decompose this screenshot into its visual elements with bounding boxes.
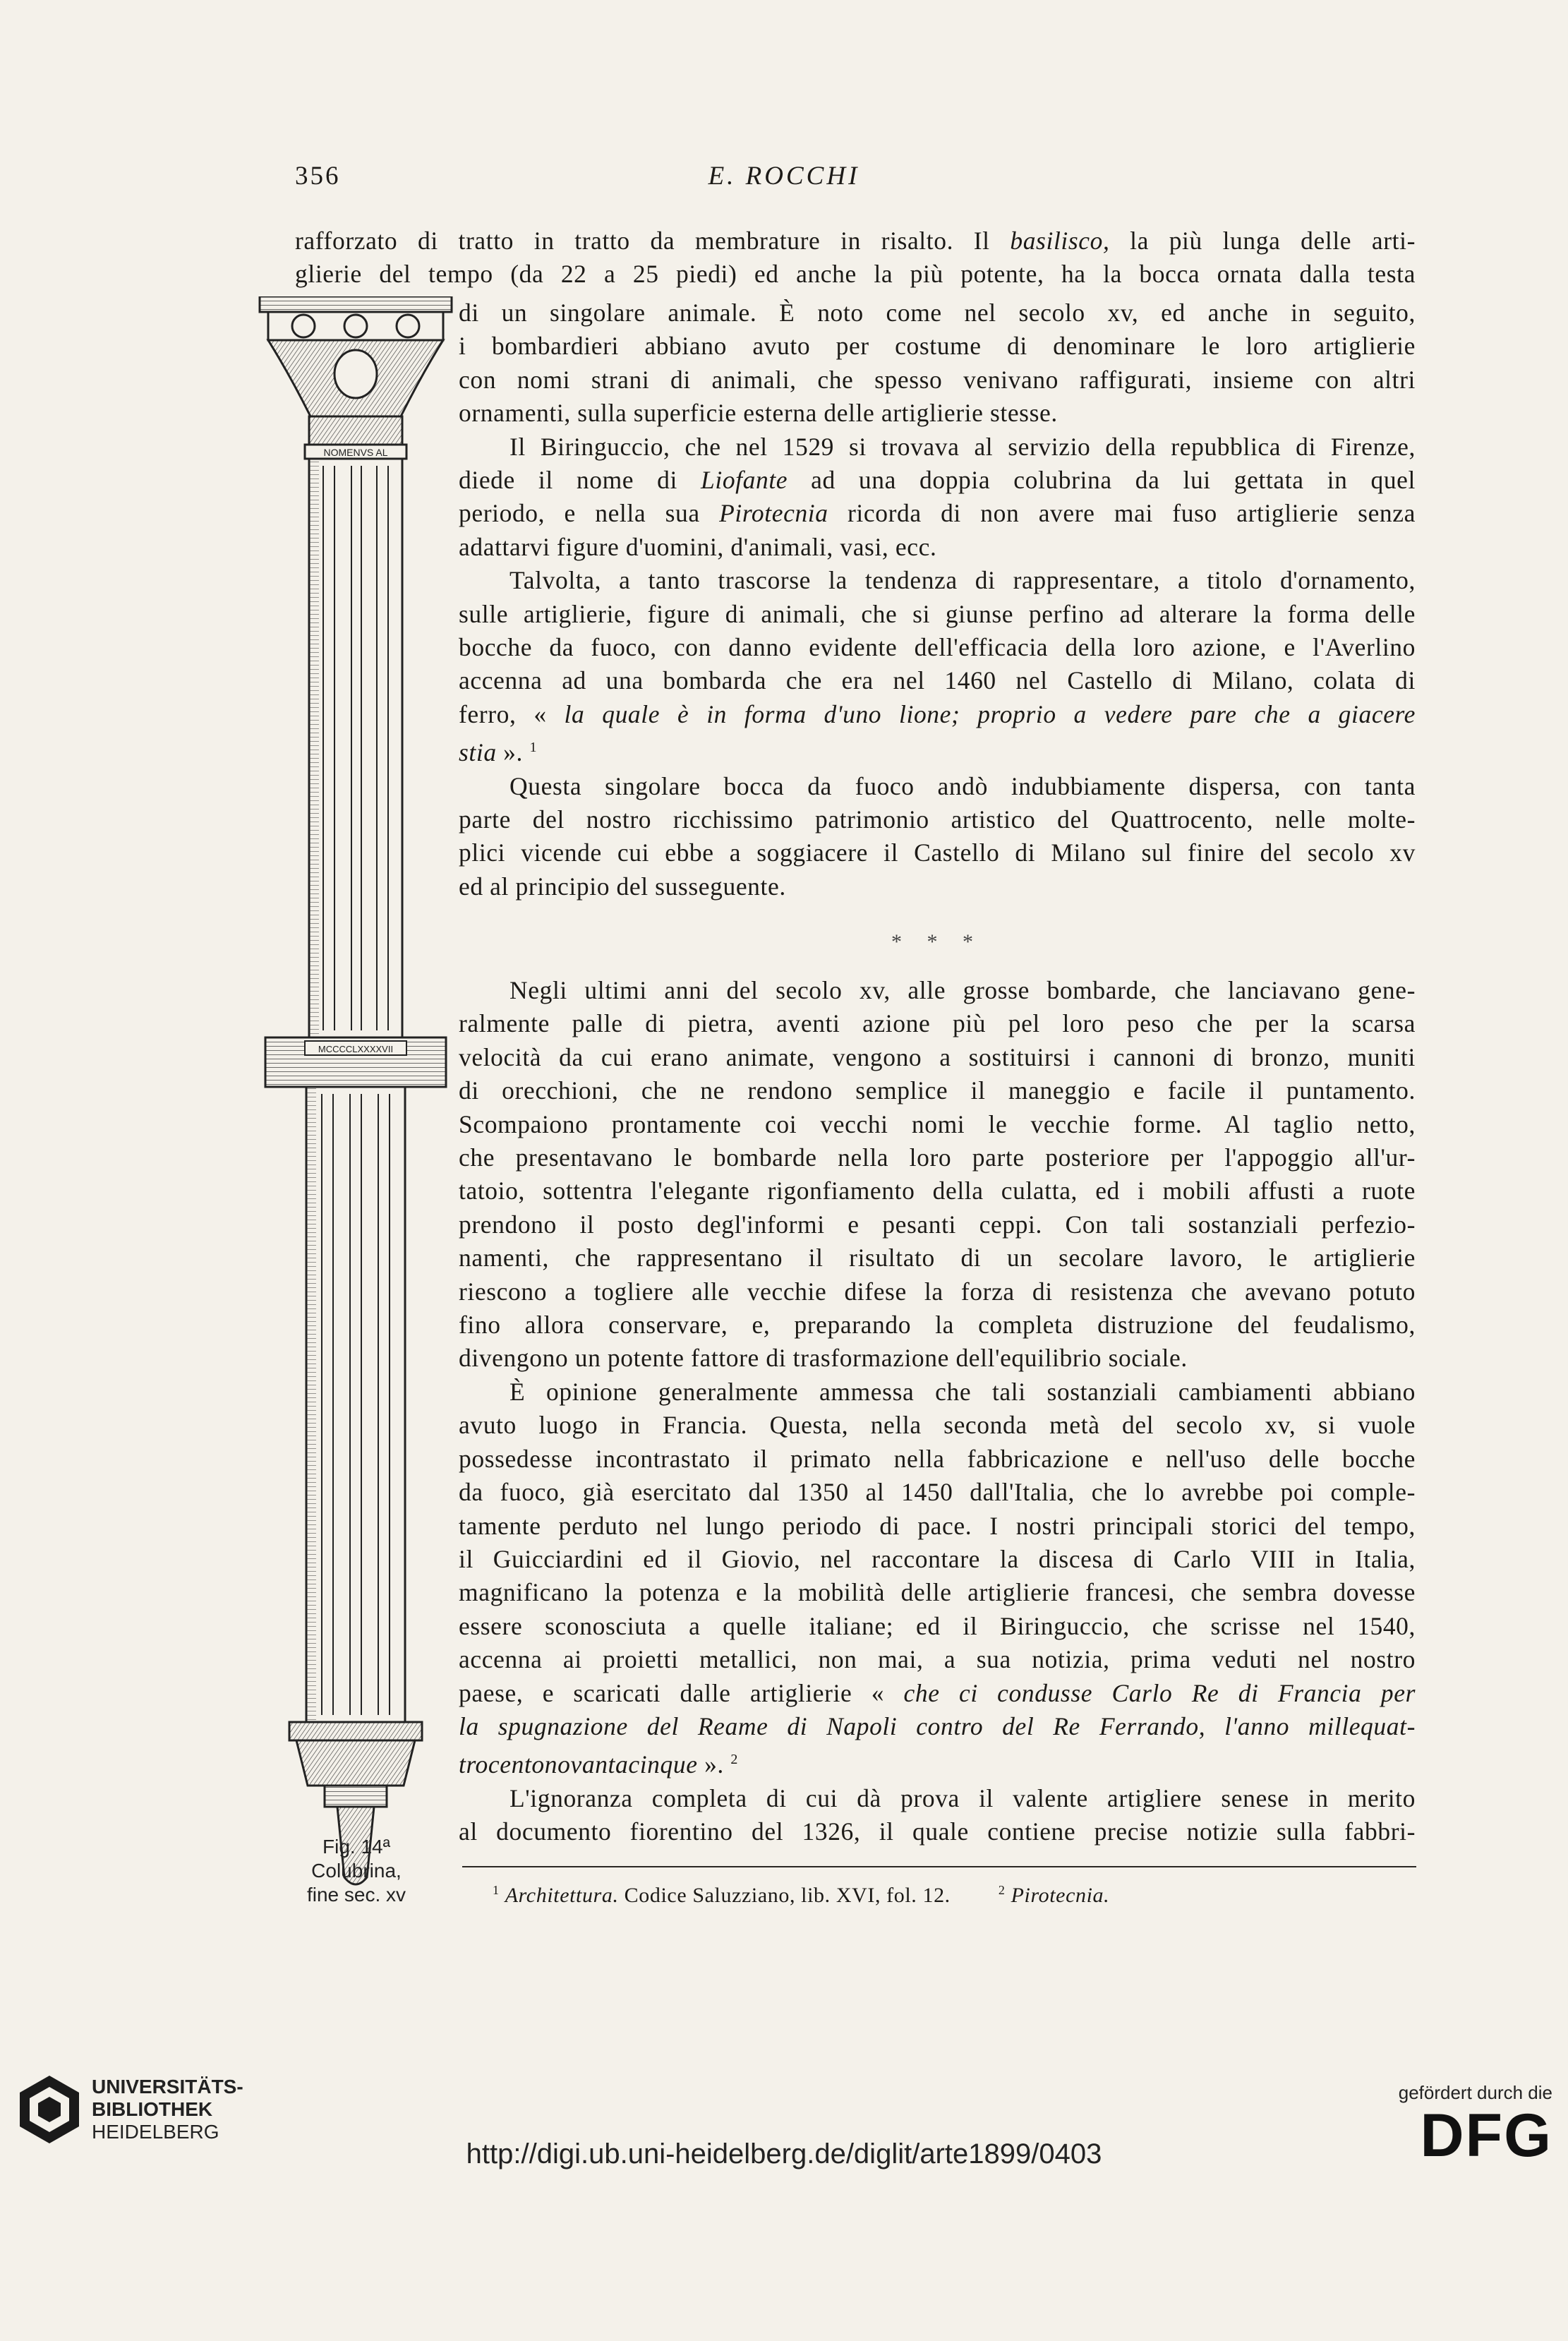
- text-line: sulle artiglierie, figure di animali, che si giunse perfino ad alterare la forma delle: [459, 599, 1416, 628]
- funder-text: gefördert durch die: [1398, 2082, 1552, 2103]
- text-line: plici vicende cui ebbe a soggiacere il Castello di Milano sul finire del secolo xv: [459, 838, 1416, 867]
- text-line: glierie del tempo (da 22 a 25 piedi) ed anche la più potente, ha la bocca ornata dalla testa: [295, 260, 1416, 289]
- footnote-number: 1: [493, 1883, 500, 1897]
- permalink-url[interactable]: http://digi.ub.uni-heidelberg.de/diglit/arte1899/0403: [466, 2138, 1102, 2170]
- figure-caption: [275, 1835, 438, 1907]
- text-line: tamente perduto nel lungo periodo di pace. I nostri principali storici del tempo,: [459, 1511, 1416, 1540]
- text-line: periodo, e nella sua Pirotecnia ricorda di non avere mai fuso artiglierie senza: [459, 499, 1416, 528]
- funder-logo: [1376, 2082, 1552, 2181]
- caption-line: Fig. 14ª: [322, 1836, 390, 1858]
- text-line: possedesse incontrastato il primato nella fabbricazione e nell'uso delle bocche: [459, 1444, 1416, 1473]
- inscription-mid: MCCCCLXXXXVII: [318, 1044, 394, 1054]
- text-line: fino allora conservare, e, preparando la completa distruzione del feudalismo,: [459, 1311, 1416, 1340]
- library-name-line: BIBLIOTHEK: [92, 2098, 213, 2120]
- text-line: adattarvi figure d'uomini, d'animali, vasi, ecc.: [459, 532, 937, 561]
- text-line: ornamenti, sulla superficie esterna delle artiglierie stesse.: [459, 399, 1058, 428]
- text-line: con nomi strani di animali, che spesso venivano raffigurati, insieme con altri: [459, 365, 1416, 394]
- footnote-title: Architettura.: [505, 1884, 619, 1907]
- text-line: È opinione generalmente ammessa che tali sostanziali cambiamenti abbiano: [509, 1377, 1416, 1406]
- text-line: paese, e scaricati dalle artiglierie « che ci condusse Carlo Re di Francia per: [459, 1678, 1416, 1707]
- text-line: ed al principio del susseguente.: [459, 872, 786, 901]
- colubrina-illustration: [240, 296, 473, 1941]
- text-line: L'ignoranza completa di cui dà prova il valente artigliere senese in merito: [509, 1783, 1416, 1812]
- library-name-line: HEIDELBERG: [92, 2121, 219, 2143]
- text-line: Il Biringuccio, che nel 1529 si trovava al servizio della repubblica di Firenze,: [509, 432, 1416, 461]
- caption-line: fine sec. xv: [306, 1884, 406, 1906]
- text-line: la spugnazione del Reame di Napoli contro del Re Ferrando, l'anno millequat-: [459, 1711, 1416, 1740]
- text-line: parte del nostro ricchissimo patrimonio artistico del Quattrocento, nelle molte-: [459, 805, 1416, 834]
- text-line: Negli ultimi anni del secolo xv, alle grosse bombarde, che lanciavano gene-: [509, 976, 1416, 1004]
- footnote-ref: 2: [730, 1752, 738, 1768]
- text-line: Questa singolare bocca da fuoco andò indubbiamente dispersa, con tanta: [509, 771, 1416, 800]
- text-line: avuto luogo in Francia. Questa, nella seconda metà del secolo xv, si vuole: [459, 1411, 1416, 1440]
- library-name-line: UNIVERSITÄTS-: [92, 2076, 243, 2098]
- text-line: i bombardieri abbiano avuto per costume di denominare le loro artiglierie: [459, 332, 1416, 361]
- body-text-column: [459, 296, 1416, 903]
- footnote-rule: [462, 1866, 1416, 1867]
- text-line: accenna ad una bombarda che era nel 1460 nel Castello di Milano, colata di: [459, 666, 1416, 695]
- body-text-column-2: [459, 974, 1416, 1848]
- text-line: namenti, che rappresentano il risultato di un secolare lavoro, le artiglierie: [459, 1244, 1416, 1272]
- text-line: al documento fiorentino del 1326, il quale contiene precise notizie sulla fabbri-: [459, 1817, 1416, 1846]
- page-header: [0, 161, 1568, 203]
- text-line: tatoio, sottentra l'elegante rigonfiamento della culatta, ed i mobili affusti a ruote: [459, 1176, 1416, 1205]
- text-line: divengono un potente fattore di trasformazione dell'equilibrio sociale.: [459, 1344, 1188, 1373]
- text-line: prendono il posto degl'informi e pesanti ceppi. Con tali sostanziali perfezio-: [459, 1210, 1416, 1239]
- text-line: accenna ai proietti metallici, non mai, a sua notizia, prima veduti nel nostro: [459, 1645, 1416, 1674]
- text-line: che presentavano le bombarde nella loro parte posteriore per l'appoggio all'ur-: [459, 1143, 1416, 1172]
- running-title: E. ROCCHI: [708, 162, 860, 191]
- text-line: diede il nome di Liofante ad una doppia colubrina da lui gettata in quel: [459, 466, 1416, 495]
- text-line: di orecchioni, che ne rendono semplice il maneggio e facile il puntamento.: [459, 1076, 1416, 1105]
- text-line: stia ». $^1$: [459, 738, 538, 767]
- footnote-text: Codice Saluzziano, lib. XVI, fol. 12.: [618, 1884, 951, 1907]
- text-line: trocentonovantacinque ». $^2$: [459, 1750, 738, 1779]
- footnote-ref: 1: [529, 740, 538, 756]
- text-line: bocche da fuoco, con danno evidente dell'efficacia della loro azione, e l'Averlino: [459, 633, 1416, 662]
- text-line: rafforzato di tratto in tratto da membrature in risalto. Il basilisco, la più lunga delle arti-: [295, 227, 1416, 255]
- text-line: da fuoco, già esercitato dal 1350 al 1450 dall'Italia, che lo avrebbe poi comple-: [459, 1478, 1416, 1507]
- caption-line: Colubrina,: [311, 1860, 402, 1882]
- footnote-number: 2: [998, 1883, 1006, 1897]
- dfg-logo-icon: DFG: [1420, 2102, 1552, 2170]
- section-separator: * * *: [891, 930, 983, 953]
- page-number: 356: [295, 162, 341, 191]
- text-line: Scompaiono prontamente coi vecchi nomi le vecchie forme. Al taglio netto,: [459, 1109, 1416, 1138]
- text-line: il Guicciardini ed il Giovio, nel raccontare la discesa di Carlo VIII in Italia,: [459, 1544, 1416, 1573]
- footnote-title: Pirotecnia.: [1011, 1884, 1110, 1907]
- text-line: magnificano la potenza e la mobilità delle artiglierie francesi, che sembra dovesse: [459, 1578, 1416, 1607]
- body-text-wide: [295, 224, 1416, 291]
- text-line: Talvolta, a tanto trascorse la tendenza di rappresentare, a titolo d'ornamento,: [509, 566, 1416, 595]
- text-line: di un singolare animale. È noto come nel secolo xv, ed anche in seguito,: [459, 299, 1416, 327]
- text-line: riescono a togliere alle vecchie difese la forza di resistenza che avevano potuto: [459, 1277, 1416, 1306]
- inscription-top: NOMENVS AL: [323, 447, 388, 458]
- text-line: velocità da cui erano animate, vengono a sostituirsi i cannoni di bronzo, muniti: [459, 1042, 1416, 1071]
- text-line: ferro, « la quale è in forma d'uno lione; proprio a vedere pare che a giacere: [459, 699, 1416, 728]
- footnotes: [493, 1883, 1109, 1908]
- text-line: essere sconosciuta a quelle italiane; ed il Biringuccio, che scrisse nel 1540,: [459, 1611, 1416, 1640]
- text-line: ralmente palle di pietra, aventi azione più pel loro peso che per la scarsa: [459, 1009, 1416, 1038]
